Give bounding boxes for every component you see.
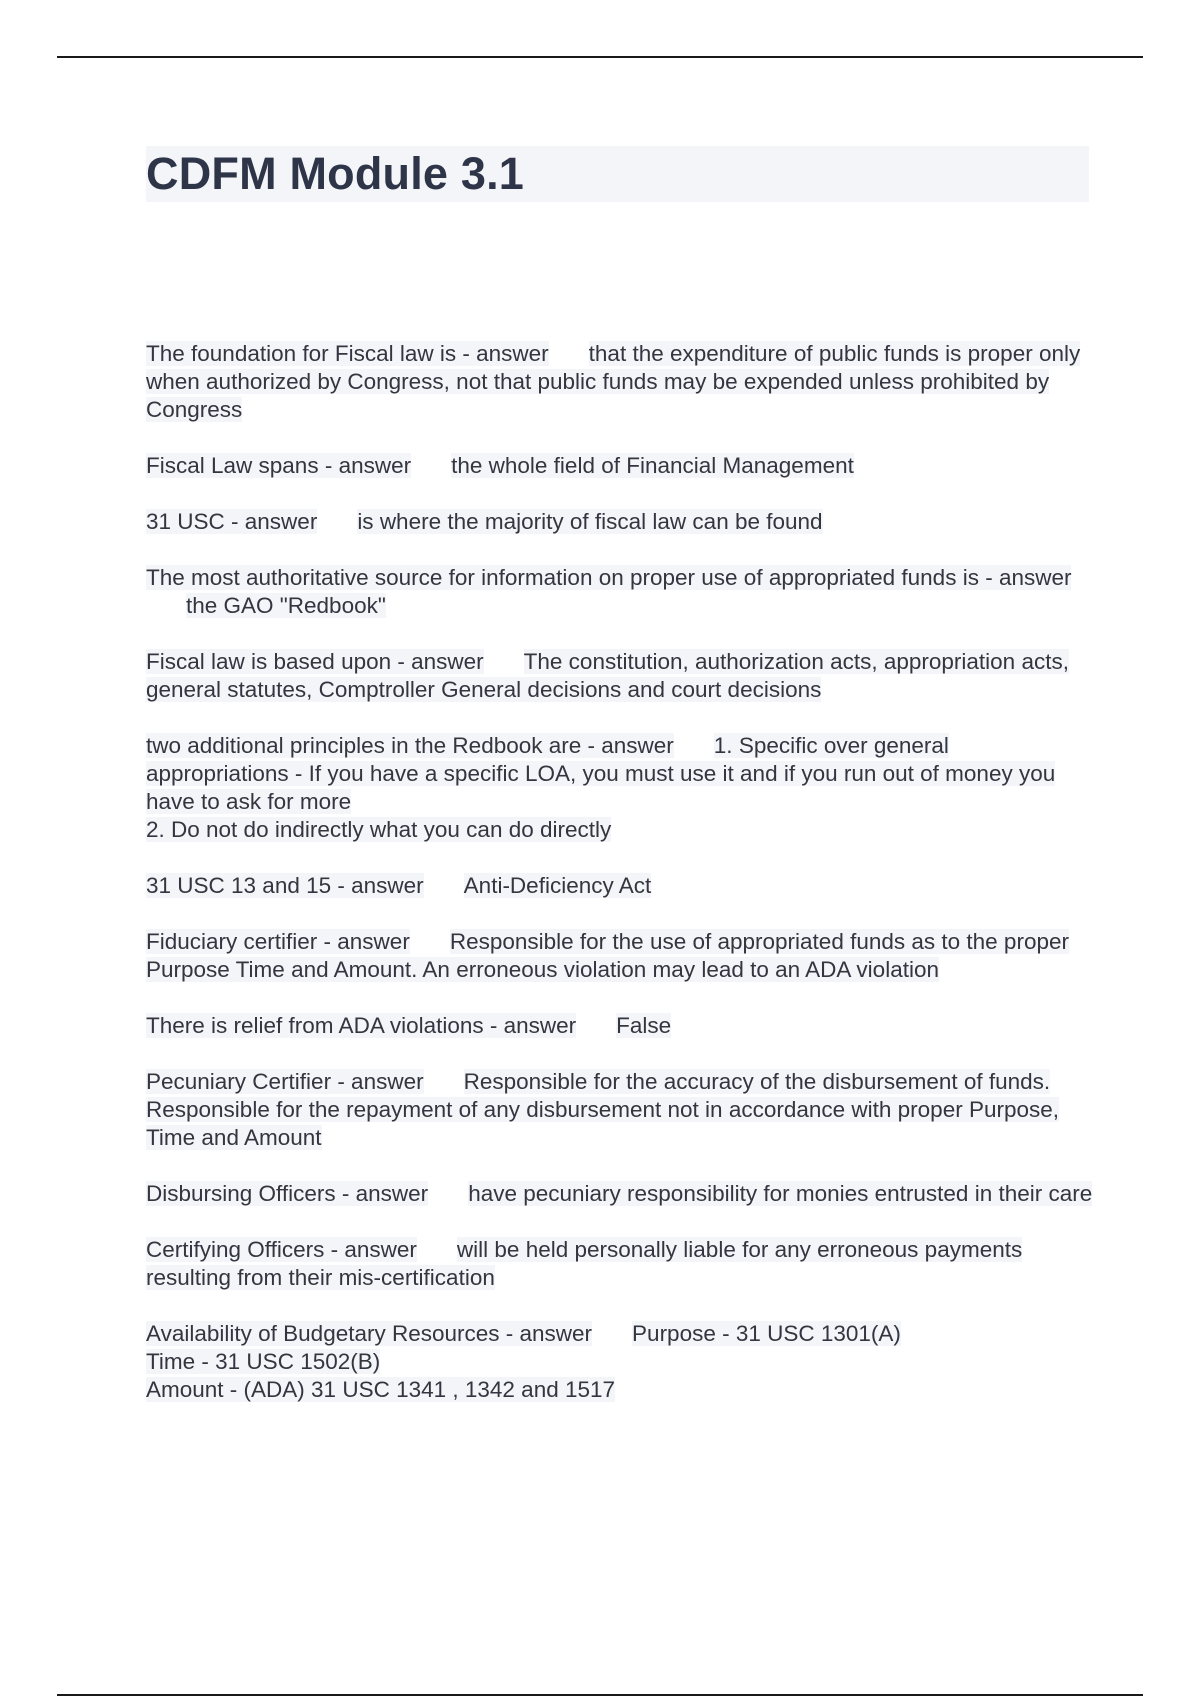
qa-answer: Responsible for the use of appropriated funds as to the proper Purpose Time and Amount. An erroneous violation may lead to an ADA violation <box>146 929 1069 982</box>
qa-item <box>146 564 1096 620</box>
qa-question: Fiscal law is based upon - answer <box>146 649 484 674</box>
qa-answer: the whole field of Financial Management <box>451 453 854 478</box>
qa-item <box>146 1012 1096 1040</box>
qa-answer: that the expenditure of public funds is proper only when authorized by Congress, not that public funds may be expended unless prohibited by Congress <box>146 341 1081 422</box>
qa-question: Certifying Officers - answer <box>146 1237 417 1262</box>
qa-question: 31 USC 13 and 15 - answer <box>146 873 424 898</box>
qa-question: The foundation for Fiscal law is - answer <box>146 341 549 366</box>
qa-item <box>146 1180 1096 1208</box>
qa-question: two additional principles in the Redbook are - answer <box>146 733 674 758</box>
qa-answer: Purpose - 31 USC 1301(A) Time - 31 USC 1502(B) Amount - (ADA) 31 USC 1341 , 1342 and 1517 <box>146 1321 901 1402</box>
qa-answer: The constitution, authorization acts, appropriation acts, general statutes, Comptroller General decisions and court decisions <box>146 649 1069 702</box>
qa-question: Fiduciary certifier - answer <box>146 929 410 954</box>
qa-answer: False <box>616 1013 672 1038</box>
qa-question: Pecuniary Certifier - answer <box>146 1069 424 1094</box>
qa-question: There is relief from ADA violations - answer <box>146 1013 577 1038</box>
qa-answer: will be held personally liable for any erroneous payments resulting from their mis-certification <box>146 1237 1023 1290</box>
qa-list <box>146 340 1096 1432</box>
qa-answer: Responsible for the accuracy of the disbursement of funds. Responsible for the repayment of any disbursement not in accordance with proper Purpose, Time and Amount <box>146 1069 1060 1150</box>
qa-item <box>146 648 1096 704</box>
qa-item <box>146 452 1096 480</box>
qa-answer: Anti-Deficiency Act <box>463 873 652 898</box>
top-rule <box>57 56 1143 58</box>
qa-question: 31 USC - answer <box>146 509 318 534</box>
qa-item <box>146 928 1096 984</box>
qa-question: The most authoritative source for information on proper use of appropriated funds is - answer <box>146 565 1072 590</box>
qa-item <box>146 340 1096 424</box>
qa-item <box>146 1320 1096 1404</box>
qa-item <box>146 872 1096 900</box>
qa-question: Fiscal Law spans - answer <box>146 453 412 478</box>
qa-answer: have pecuniary responsibility for monies entrusted in their care <box>468 1181 1093 1206</box>
qa-question: Disbursing Officers - answer <box>146 1181 429 1206</box>
qa-item <box>146 508 1096 536</box>
qa-item <box>146 1068 1096 1152</box>
qa-answer: is where the majority of fiscal law can be found <box>357 509 823 534</box>
qa-answer: 1. Specific over general appropriations - If you have a specific LOA, you must use it and if you run out of money you have to ask for more 2. Do not do indirectly what you can do directly <box>146 733 1056 842</box>
bottom-rule <box>57 1694 1143 1696</box>
qa-item <box>146 1236 1096 1292</box>
qa-question: Availability of Budgetary Resources - answer <box>146 1321 593 1346</box>
page-title: CDFM Module 3.1 <box>146 148 525 199</box>
qa-answer: the GAO "Redbook" <box>186 593 386 618</box>
qa-item <box>146 732 1096 844</box>
